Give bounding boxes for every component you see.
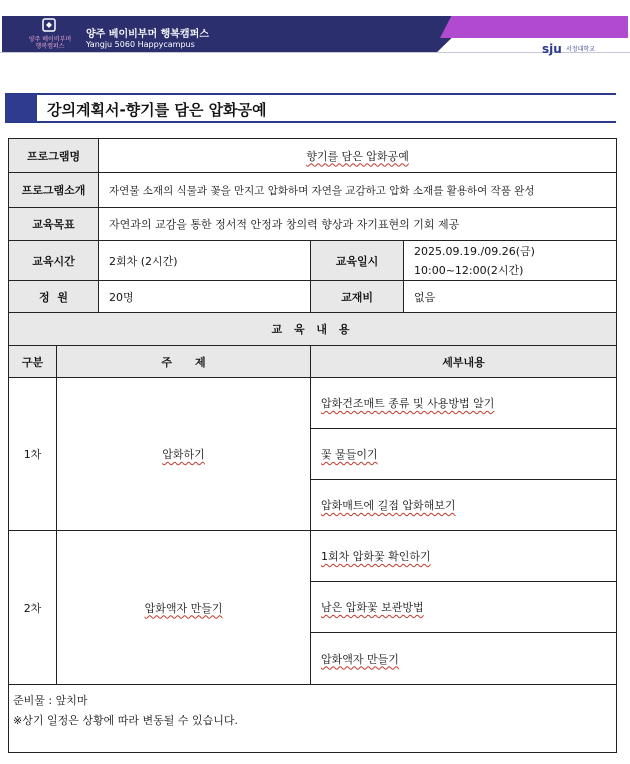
session-1-topic: [57, 378, 311, 531]
university-logo-text: sju: [542, 42, 562, 56]
title-accent-block: [5, 95, 37, 121]
campus-subtitle: Yangju 5060 Happycampus: [86, 40, 195, 49]
session-2-detail-2: [311, 582, 617, 633]
material-fee-label: 교재비: [311, 281, 404, 313]
session-2-detail-3: [311, 633, 617, 685]
table-row: [9, 281, 617, 313]
session-2-topic: [57, 531, 311, 685]
supplies-note: 준비물 : 앞치마: [13, 694, 88, 707]
banner-purple-band: [440, 16, 628, 38]
session-1-detail-3-text: 압화매트에 길접 압화해보기: [321, 499, 456, 512]
schedule-notice: ※상기 일정은 상황에 따라 변동될 수 있습니다.: [13, 714, 238, 727]
table-row: [9, 531, 617, 582]
session-2-topic-text: 압화액자 만들기: [144, 601, 223, 615]
session-1-topic-text: 압화하기: [162, 448, 205, 461]
program-name-label: 프로그램명: [9, 139, 99, 173]
table-row: [9, 378, 617, 429]
material-fee-value: 없음: [404, 281, 617, 313]
education-goal-label: 교육목표: [9, 208, 99, 241]
table-row: [9, 241, 617, 281]
session-1-label: 1차: [9, 378, 57, 531]
education-goal-value: 자연과의 교감을 통한 정서적 안정과 창의력 향상과 자기표현의 기회 제공: [99, 208, 617, 241]
program-intro-label: 프로그램소개: [9, 173, 99, 208]
campus-logo-icon: [36, 18, 62, 34]
session-column-header: 구분: [9, 346, 57, 378]
education-date-value: [404, 241, 617, 281]
university-logo: [542, 42, 562, 56]
education-date-line1: 2025.09.19./09.26(금): [414, 244, 535, 258]
education-time-value: 2회차 (2시간): [99, 241, 311, 281]
capacity-label: 정 원: [9, 281, 99, 313]
program-name-value: [99, 139, 617, 173]
session-2-detail-1: [311, 531, 617, 582]
capacity-value: 20명: [99, 281, 311, 313]
session-1-detail-2-text: 꽃 물들이기: [321, 448, 378, 461]
session-2-detail-1-text: 1회차 압화꽃 확인하기: [321, 550, 431, 563]
campus-logo-text: 양주 베이비부머 행복캠퍼스: [28, 36, 72, 50]
education-date-label: 교육일시: [311, 241, 404, 281]
table-row: [9, 685, 617, 753]
session-1-detail-1-text: 압화건조매트 종류 및 사용방법 알기: [321, 397, 495, 410]
notes-cell: [9, 685, 617, 753]
program-name-text: 향기를 담은 압화공예: [306, 149, 409, 163]
banner-divider: [0, 52, 630, 53]
program-intro-value: 자연물 소재의 식물과 꽃을 만지고 압화하며 자연을 교감하고 압화 소재를 활용하여 작품 완성: [99, 173, 617, 208]
document-title-bar: [5, 93, 616, 123]
education-time-label: 교육시간: [9, 241, 99, 281]
detail-column-header: 세부내용: [311, 346, 617, 378]
session-1-detail-3: [311, 480, 617, 531]
topic-column-header: 주 제: [57, 346, 311, 378]
page-title: 강의계획서-향기를 담은 압화공예: [47, 101, 267, 119]
session-2-detail-2-text: 남은 압화꽃 보관방법: [321, 601, 424, 614]
content-section-title: 교 육 내 용: [9, 313, 617, 346]
education-date-line2: 10:00~12:00(2시간): [414, 263, 524, 277]
header-banner: [0, 0, 630, 70]
session-2-label: 2차: [9, 531, 57, 685]
campus-title: 양주 베이비부머 행복캠퍼스: [86, 29, 209, 40]
table-row: [9, 173, 617, 208]
session-2-detail-3-text: 압화액자 만들기: [321, 652, 399, 666]
table-row: [9, 346, 617, 378]
table-row: [9, 208, 617, 241]
session-1-detail-1: [311, 378, 617, 429]
table-row: [9, 139, 617, 173]
university-name: 서정대학교: [566, 46, 595, 53]
lecture-plan-table: [8, 138, 617, 753]
session-1-detail-2: [311, 429, 617, 480]
table-row: [9, 313, 617, 346]
